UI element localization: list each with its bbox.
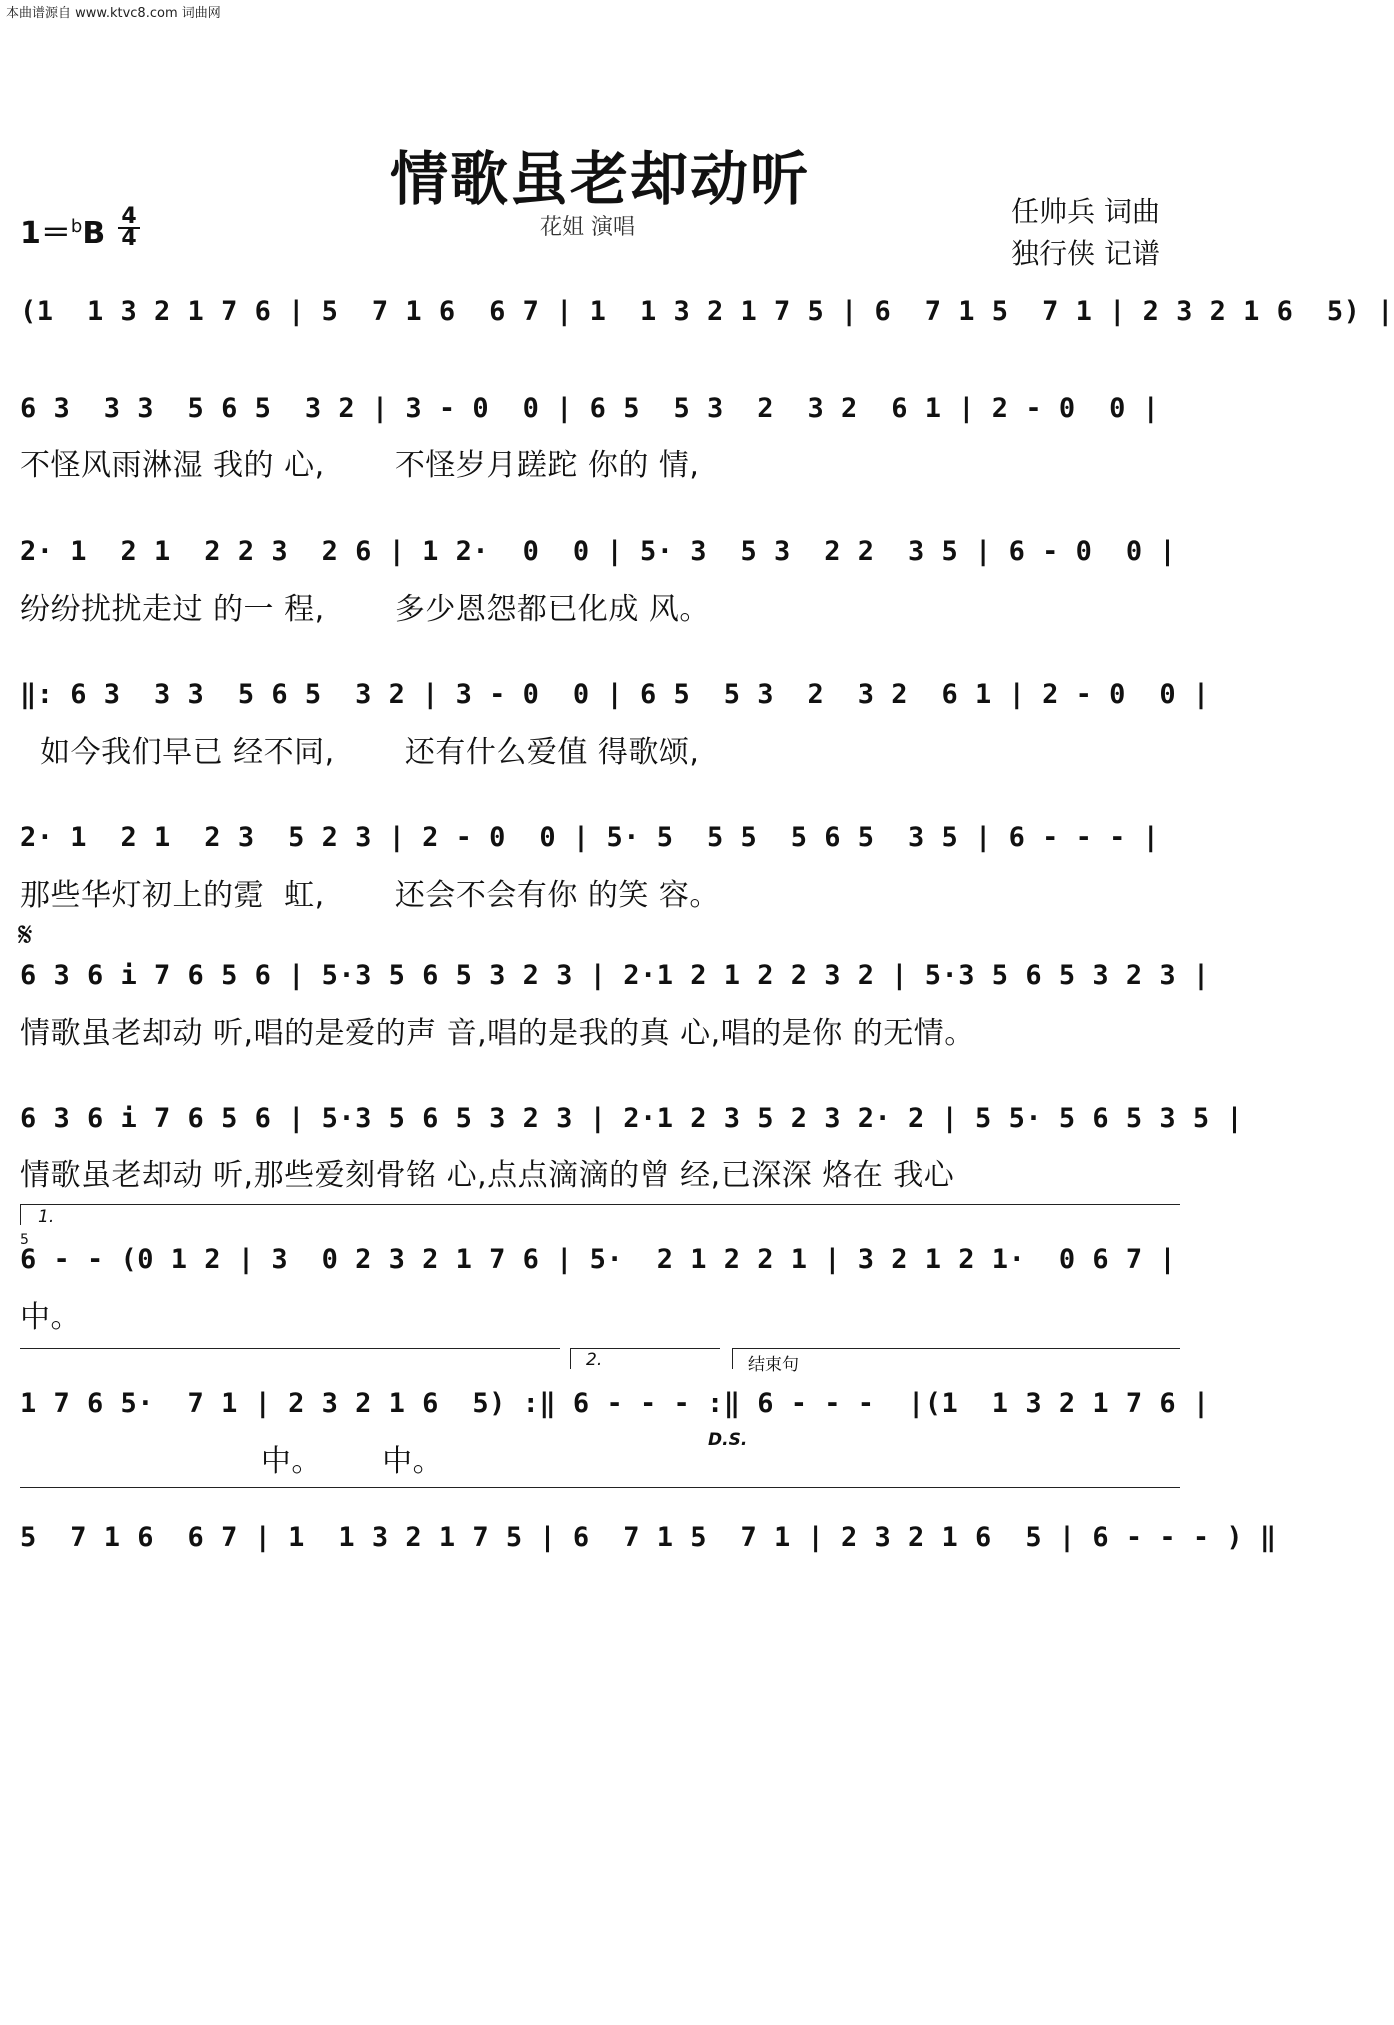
score-row-6-notes: 6 3 6 i 7 6 5 6 | 5·3 5 6 5 3 2 3 | 2·1 2 1 2 2 3 2 | 5·3 5 6 5 3 2 3 | [20, 960, 1210, 991]
watermark: 本曲谱源自 www.ktvc8.com 词曲网 [6, 6, 221, 21]
score-row-2-notes: 6 3 3 3 5 6 5 3 2 | 3 - 0 0 | 6 5 5 3 2 3 2 6 1 | 2 - 0 0 | [20, 393, 1160, 424]
key-signature [20, 208, 105, 252]
score-row-10-notes: 5 7 1 6 6 7 | 1 1 3 2 1 7 5 | 6 7 1 5 7 1 | 2 3 2 1 6 5 | 6 - - - ) ‖ [20, 1522, 1277, 1553]
segno-sign: 𝄋 [18, 915, 33, 955]
singer-credit: 花姐 演唱 [540, 215, 635, 240]
grace-note: 5 [20, 1232, 29, 1248]
score-row-4-notes: ‖: 6 3 3 3 5 6 5 3 2 | 3 - 0 0 | 6 5 5 3 2 3 2 6 1 | 2 - 0 0 | [20, 679, 1210, 710]
volta-1-bracket [20, 1204, 1180, 1205]
row-10-top-line [20, 1487, 1180, 1488]
key-prefix: 1＝ [20, 216, 71, 251]
score-row-7-lyric: 情歌虽老却动 听,那些爱刻骨铭 心,点点滴滴的曾 经,已深深 烙在 我心 [20, 1158, 955, 1193]
dal-segno-mark: D.S. [708, 1430, 748, 1450]
score-row-4-lyric: 如今我们早已 经不同, 还有什么爱值 得歌颂, [20, 735, 700, 770]
key-note: B [82, 216, 106, 251]
score-row-3-lyric: 纷纷扰扰走过 的一 程, 多少恩怨都已化成 风。 [20, 592, 710, 627]
meter-top: 4 [121, 204, 137, 229]
score-row-5-notes: 2· 1 2 1 2 3 5 2 3 | 2 - 0 0 | 5· 5 5 5 5 6 5 3 5 | 6 - - - | [20, 822, 1160, 853]
score-row-9-notes: 1 7 6 5· 7 1 | 2 3 2 1 6 5) :‖ 6 - - - :‖ 6 - - - |(1 1 3 2 1 7 6 | [20, 1388, 1210, 1419]
composer-credit: 任帅兵 词曲 [1011, 195, 1160, 228]
volta-1-continuation [20, 1348, 560, 1349]
ending-label: 结束句 [748, 1355, 799, 1375]
score-row-7-notes: 6 3 6 i 7 6 5 6 | 5·3 5 6 5 3 2 3 | 2·1 2 3 5 2 3 2· 2 | 5 5· 5 6 5 3 5 | [20, 1103, 1244, 1134]
volta-2-label: 2. [586, 1350, 603, 1370]
score-row-5-lyric: 那些华灯初上的霓 虹, 还会不会有你 的笑 容。 [20, 878, 720, 913]
score-row-9-lyric: 中。 中。 [20, 1444, 444, 1479]
score-row-3-notes: 2· 1 2 1 2 2 3 2 6 | 1 2· 0 0 | 5· 3 5 3 2 2 3 5 | 6 - 0 0 | [20, 536, 1177, 567]
score-row-6-lyric: 情歌虽老却动 听,唱的是爱的声 音,唱的是我的真 心,唱的是你 的无情。 [20, 1016, 975, 1051]
score-row-8-lyric: 中。 [20, 1300, 81, 1335]
transcriber-credit: 独行侠 记谱 [1011, 237, 1160, 270]
score-row-1-notes: (1 1 3 2 1 7 6 | 5 7 1 6 6 7 | 1 1 3 2 1 7 5 | 6 7 1 5 7 1 | 2 3 2 1 6 5) | [20, 296, 1394, 327]
volta-2-bracket [570, 1348, 720, 1349]
score-row-2-lyric: 不怪风雨淋湿 我的 心, 不怪岁月蹉跎 你的 情, [20, 448, 700, 483]
time-signature [118, 204, 140, 251]
ending-bracket [732, 1348, 1180, 1349]
score-row-8-notes: 6 - - (0 1 2 | 3 0 2 3 2 1 7 6 | 5· 2 1 2 2 1 | 3 2 1 2 1· 0 6 7 | [20, 1244, 1177, 1275]
song-title: 情歌虽老却动听 [389, 145, 810, 213]
volta-1-label: 1. [38, 1207, 55, 1227]
flat-sign: b [70, 216, 83, 237]
meter-bottom: 4 [121, 226, 137, 251]
